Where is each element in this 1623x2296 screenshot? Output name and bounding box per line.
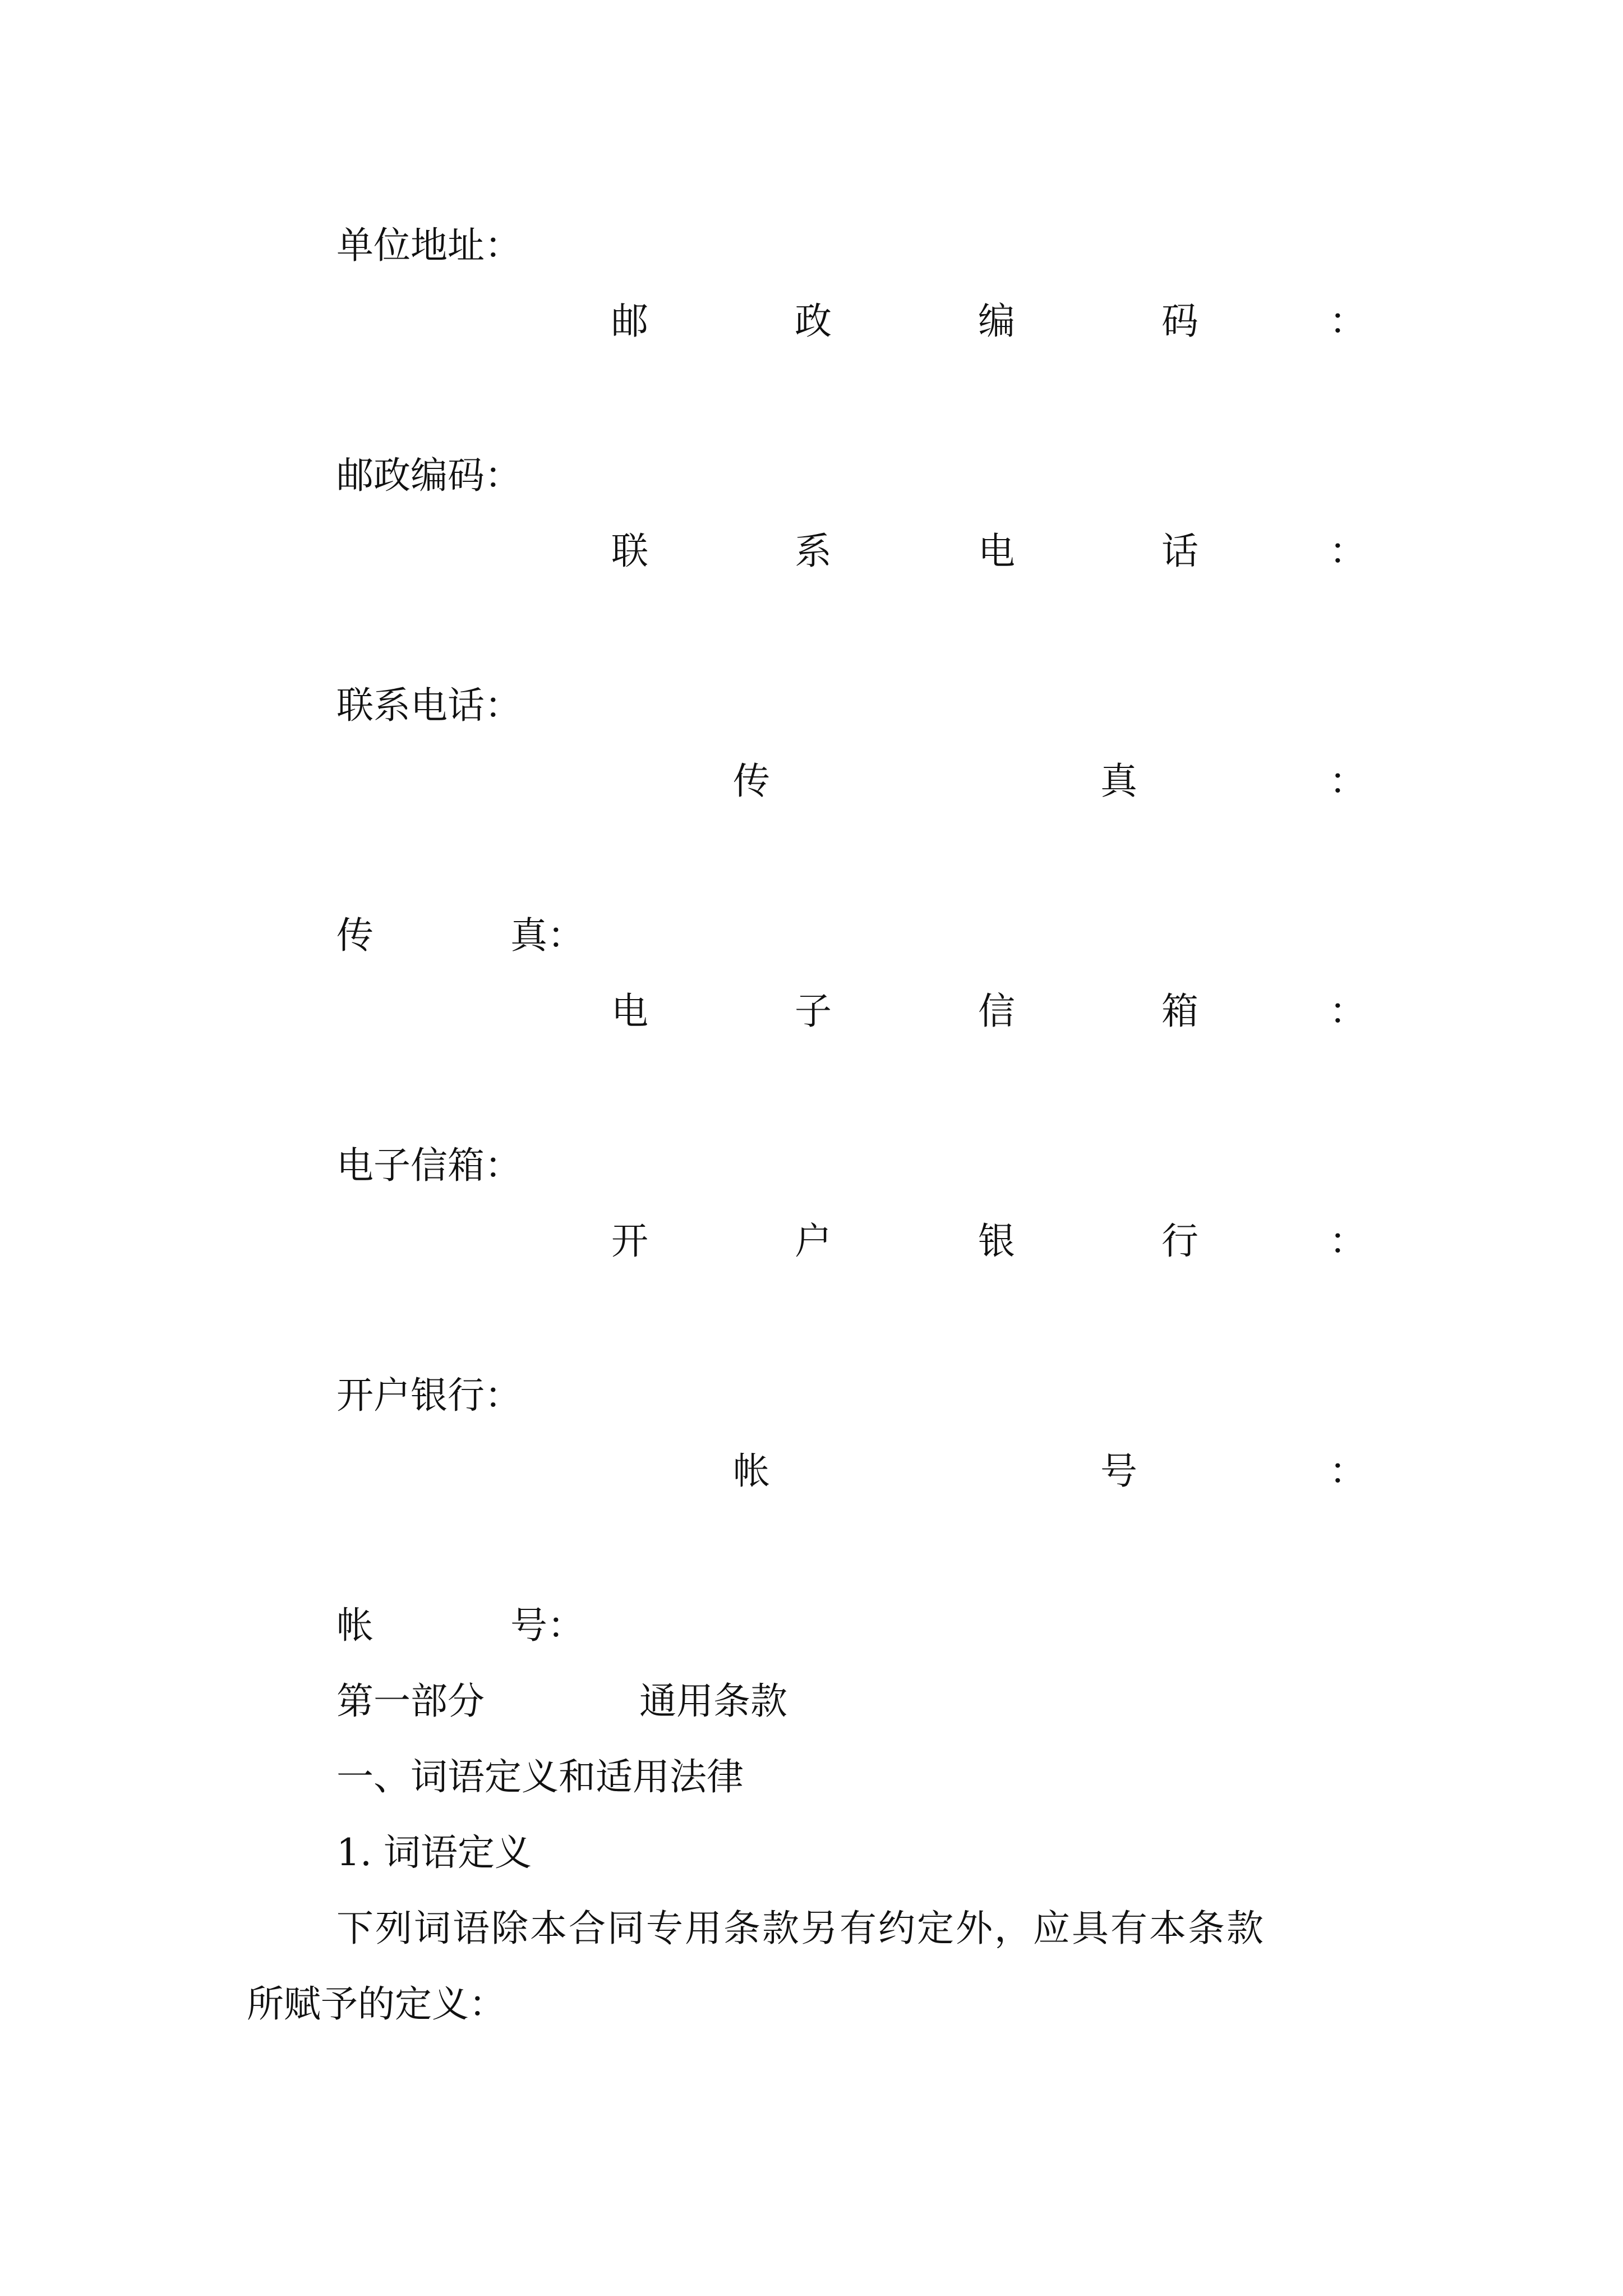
spaced-char: 户 — [795, 1220, 832, 1263]
spaced-char: 箱 — [1161, 990, 1198, 1033]
spaced-char: ： — [1329, 530, 1366, 573]
spaced-char: ： — [1329, 300, 1366, 343]
spaced-char: 系 — [795, 530, 832, 573]
spaced-char: 号 — [1100, 1450, 1137, 1493]
phone-label: 联系电话： — [336, 684, 522, 727]
spaced-char: 电 — [978, 530, 1015, 573]
part-one-title: 通用条款 — [639, 1680, 787, 1723]
account-label-char: 号： — [510, 1604, 584, 1647]
spaced-char: ： — [1329, 1450, 1366, 1493]
postcode-label: 邮政编码： — [336, 454, 522, 497]
account-label-char: 帐 — [336, 1604, 374, 1647]
spaced-char: 传 — [733, 760, 770, 803]
definition-paragraph-line-1: 下列词语除本合同专用条款另有约定外，应具有本条款 — [336, 1907, 1265, 1950]
spaced-char: 子 — [795, 990, 832, 1033]
spaced-char: 话 — [1161, 530, 1198, 573]
spaced-char: 政 — [795, 300, 832, 343]
spaced-char: ： — [1329, 760, 1366, 803]
fax-label-char: 真： — [510, 914, 584, 957]
part-one-number: 第一部分 — [336, 1680, 485, 1723]
spaced-char: 帐 — [733, 1450, 770, 1493]
definition-paragraph-line-2: 所赋予的定义： — [247, 1982, 506, 2026]
spaced-char: 行 — [1161, 1220, 1198, 1263]
clause-1-heading: 1. 词语定义 — [336, 1831, 532, 1874]
email-label: 电子信箱： — [336, 1144, 522, 1187]
spaced-char: 真 — [1100, 760, 1137, 803]
fax-label-char: 传 — [336, 914, 374, 957]
spaced-char: 信 — [978, 990, 1015, 1033]
spaced-char: ： — [1329, 990, 1366, 1033]
spaced-char: 邮 — [611, 300, 648, 343]
bank-label: 开户银行： — [336, 1374, 522, 1417]
spaced-char: 码 — [1161, 300, 1198, 343]
spaced-char: 银 — [978, 1220, 1015, 1263]
spaced-char: 电 — [611, 990, 648, 1033]
spaced-char: 开 — [611, 1220, 648, 1263]
spaced-char: 联 — [611, 530, 648, 573]
section-one-heading: 一、词语定义和适用法律 — [336, 1755, 744, 1798]
spaced-char: 编 — [978, 300, 1015, 343]
unit-address-label: 单位地址： — [336, 224, 522, 267]
spaced-char: ： — [1329, 1220, 1366, 1263]
